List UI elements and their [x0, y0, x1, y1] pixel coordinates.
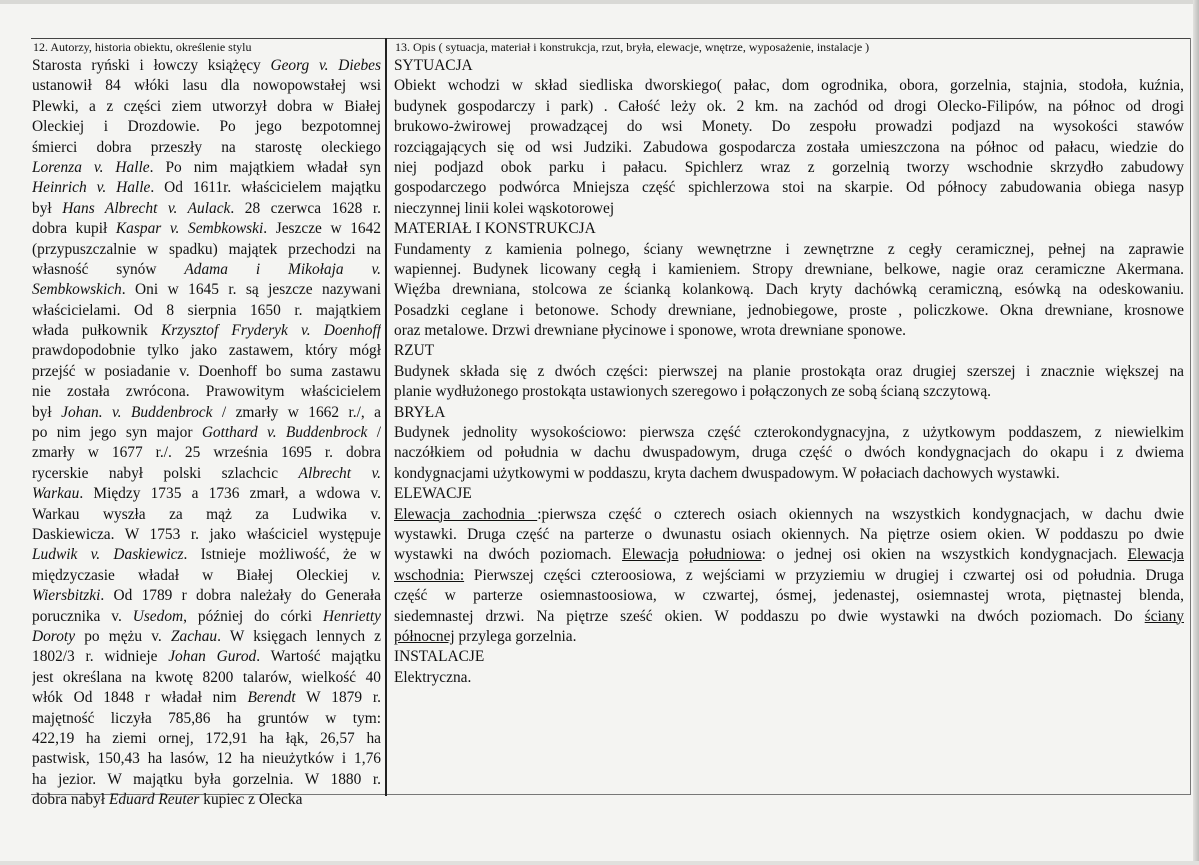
text-line	[394, 76, 1184, 96]
italic-name: Doroty	[32, 627, 76, 645]
text-line	[394, 158, 1184, 178]
text-run: (przypuszczalnie w spadku) majątek przechodzi na	[32, 240, 381, 258]
text-run: ha jezior. W majątku była gorzelnia. W 1880 r.	[32, 770, 381, 788]
text-run: oraz metalowe. Drzwi drewniane płycinowe i sponowe, wrota drewniane sponowe.	[394, 322, 906, 340]
text-line	[394, 301, 1184, 321]
text-run: . Między 1735 a 1736 zmarł, a wdowa v.	[79, 485, 381, 503]
text-run: międzyczasie władał w Białej Oleckiej	[32, 566, 372, 584]
text-run: brukowo-żwirowej prowadzącej do wsi Monety. Do zespołu prowadzi podjazd na wysokości stawów	[394, 118, 1184, 136]
text-line	[394, 117, 1184, 137]
underlined-text: Elewacja zachodnia	[394, 505, 538, 523]
underlined-text: ściany	[1144, 607, 1184, 625]
text-line	[394, 321, 1184, 341]
text-run: Plewki, a z części ziem utworzył dobra w Białej	[32, 97, 381, 115]
text-run: porucznika v.	[32, 607, 133, 625]
italic-name: Albrecht v.	[298, 464, 381, 482]
text-run: pastwisk, 150,43 ha lasów, 12 ha nieużytków i 1,76	[32, 750, 381, 768]
description-column-header: 13. Opis ( sytuacja, materiał i konstrukcja, rzut, bryła, elewacje, wnętrze, wyposażenie, instalacje )	[395, 40, 870, 54]
text-line	[32, 403, 381, 423]
underlined-text: Elewacja	[622, 546, 679, 564]
text-run: ustanowił 84 włóki lasu dla nowopowstałej wsi	[32, 77, 381, 95]
text-line	[394, 423, 1184, 443]
text-run: nieczynnej linii kolei wąskotorowej	[394, 199, 615, 217]
text-line	[394, 362, 1184, 382]
text-run: przejść w posiadanie v. Doenhoff bo suma zastawu	[32, 362, 381, 380]
text-run: . Istnieje możliwość, że w	[183, 546, 381, 564]
text-line	[394, 280, 1184, 300]
text-line	[32, 484, 381, 504]
section-heading: BRYŁA	[394, 403, 446, 421]
text-line	[32, 56, 381, 76]
section-heading: RZUT	[394, 342, 435, 360]
underlined-text: południowa	[689, 546, 762, 564]
text-run: dobra kupił	[32, 220, 116, 238]
text-line	[394, 443, 1184, 463]
text-line	[394, 668, 1184, 688]
text-run: przylega gorzelnia.	[454, 627, 577, 645]
text-line	[32, 382, 381, 402]
underlined-text: północnej	[394, 627, 455, 645]
text-run: po nim jego syn major	[32, 424, 202, 442]
text-run: . Od 1611r. właścicielem majątku	[150, 179, 381, 197]
text-line	[32, 647, 381, 667]
section-heading: MATERIAŁ I KONSTRUKCJA	[394, 220, 596, 238]
text-run: zmarły w 1677 r./. 25 września 1695 r. dobra	[32, 444, 381, 462]
text-run: naczółkiem od południa w dachu dwuspadowym, druga część o dwóch kondygnacjach do okapu i z dwiema	[394, 444, 1184, 462]
text-run: Warkau wyszła za mąż za Ludwika v.	[32, 505, 381, 523]
italic-name: v.	[371, 566, 381, 584]
text-run: był	[32, 199, 63, 217]
text-run: . Wartość majątku	[256, 648, 381, 666]
text-run: włók Od 1848 r władał nim	[32, 689, 248, 707]
text-run: był	[32, 403, 62, 421]
italic-name: Lorenza v. Halle	[32, 158, 150, 176]
history-column-header: 12. Autorzy, historia obiektu, określenie stylu	[33, 40, 252, 54]
history-column	[32, 40, 381, 810]
text-run: wapiennej. Budynek licowany cegłą i kamieniem. Stropy drewniane, belkowe, nagie oraz ceramiczne Akermana.	[394, 260, 1184, 278]
text-run: siedemnastej drzwi. Na piętrze sześć okien. W poddaszu po dwie wystawki na dwóch poziomach. Do	[394, 607, 1145, 625]
text-run: . Po nim majątkiem władał syn	[149, 158, 381, 176]
text-line	[32, 341, 381, 361]
italic-name: Berendt	[247, 689, 296, 707]
column-divider	[385, 38, 387, 796]
text-line	[394, 138, 1184, 158]
text-line	[32, 566, 381, 586]
italic-name: Ludwik v. Daskiewicz	[32, 546, 184, 564]
italic-name: Krzysztof Fryderyk v. Doenhoff	[160, 322, 381, 340]
text-run: część w parterze osiemnastoosiowa, w czwartej, ósmej, jedenastej, osiemnastej wrota, piętnastej blenda,	[394, 587, 1184, 605]
text-run: Elektryczna.	[394, 668, 472, 686]
text-line	[32, 607, 381, 627]
text-line	[394, 382, 1184, 402]
text-run: W 1879 r.	[295, 689, 381, 707]
text-run: Oleckiej i Drozdowie. Po jego bezpotomnej	[32, 118, 381, 136]
form-border-right	[1190, 38, 1191, 794]
text-run: Fundamenty z kamienia polnego, ściany wewnętrzne i zewnętrzne z cegły ceramicznej, pełnej na zaprawie	[394, 240, 1184, 258]
text-line	[32, 627, 381, 647]
text-line	[394, 545, 1184, 565]
text-line	[394, 260, 1184, 280]
italic-name: Johan. v. Buddenbrock	[61, 403, 213, 421]
text-run: dobra nabył	[32, 791, 109, 809]
text-run: . 28 czerwca 1628 r.	[230, 199, 381, 217]
text-run: niej podjazd obok parku i pałacu. Spichlerz wraz z gorzelnią tworzy wschodnie skrzydło zabudowy	[394, 158, 1184, 176]
description-text	[394, 56, 1184, 688]
text-run	[678, 546, 689, 563]
text-run: . Oni w 1645 r. są jeszcze nazywani	[121, 281, 381, 299]
text-line	[32, 199, 381, 219]
text-line	[32, 729, 381, 749]
text-run: właścicielami. Od 8 sierpnia 1650 r. majątkiem	[32, 301, 381, 319]
text-line	[32, 464, 381, 484]
text-line	[32, 749, 381, 769]
text-line	[394, 178, 1184, 198]
text-line	[32, 505, 381, 525]
italic-name: Warkau	[32, 485, 80, 503]
text-run: . Od 1789 r dobra należały do Generała	[100, 587, 381, 605]
text-line	[32, 97, 381, 117]
record-card-form	[31, 38, 1191, 809]
text-run: kupiec z Olecka	[199, 791, 303, 809]
text-line	[32, 240, 381, 260]
text-run: 422,19 ha ziemi ornej, 172,91 ha łąk, 26,57 ha	[32, 729, 381, 747]
text-run: Więźba drewniana, stolcowa ze ścianką kolankową. Dach kryty dachówką ceramiczną, esówką na odeskowaniu.	[394, 281, 1184, 299]
text-line	[32, 709, 381, 729]
text-run: : o jednej osi okien na wszystkich kondygnacjach.	[761, 546, 1128, 564]
text-run: nie została zwrócona. Prawowitym właścicielem	[32, 383, 381, 401]
history-text	[32, 56, 381, 810]
underlined-text: Elewacja	[1127, 546, 1184, 564]
text-line	[394, 240, 1184, 260]
italic-name: Gotthard v. Buddenbrock	[201, 424, 368, 442]
text-line	[32, 790, 381, 810]
text-run: jest określana na kwotę 8200 talarów, wielkość 40	[32, 668, 381, 686]
text-line	[32, 362, 381, 382]
text-run: śmierci dobra przeszły na starostę oleckiego	[32, 138, 381, 156]
text-line	[32, 321, 381, 341]
text-line	[32, 525, 381, 545]
underlined-text: wschodnia:	[394, 566, 465, 584]
text-line	[32, 301, 381, 321]
text-line	[32, 423, 381, 443]
italic-name: Heinrich v. Halle	[32, 179, 151, 197]
italic-name: Wiersbitzki	[32, 587, 101, 605]
italic-name: Usedom	[132, 607, 184, 625]
italic-name: Adama i Mikołaja v.	[184, 260, 381, 278]
text-run: wystawki na dwóch poziomach.	[394, 546, 623, 564]
section-heading: INSTALACJE	[394, 648, 485, 666]
text-line	[32, 76, 381, 96]
text-run: Daskiewicza. W 1753 r. jako właściciel występuje	[32, 525, 381, 543]
text-run: :pierwsza część o czterech osiach okiennych na wszystkich kondygnacjach, w dachu dwie	[537, 505, 1184, 523]
text-line	[32, 138, 381, 158]
italic-name: Henrietty	[322, 607, 381, 625]
text-run: . Jeszcze w 1642	[263, 220, 381, 238]
text-run: . W księgach lennych z	[217, 627, 381, 645]
text-line	[32, 178, 381, 198]
text-line	[32, 117, 381, 137]
text-line	[394, 464, 1184, 484]
text-line	[32, 770, 381, 790]
section-heading: SYTUACJA	[394, 57, 473, 74]
text-run: budynek gospodarczy i park) . Całość leży ok. 2 km. na zachód od drogi Olecko-Filipów, na północ od drogi	[394, 97, 1184, 115]
text-run: Budynek jednolity wysokościowo: pierwsza część czterokondygnacyjna, z użytkowym poddaszem, z niewielkim	[394, 424, 1184, 442]
italic-name: Georg v. Diebes	[270, 57, 381, 74]
text-run: po mężu v.	[75, 627, 171, 645]
scan-edge-bottom	[0, 861, 1199, 865]
italic-name: Johan Gurod	[168, 648, 257, 666]
text-line	[394, 566, 1184, 586]
text-line	[394, 627, 1184, 647]
text-run: Pierwszej części czteroosiowa, z wejściami w przyziemiu w drugiej i czwartej osi od południa. Druga	[464, 566, 1184, 584]
italic-name: Zachau	[170, 627, 218, 645]
text-line	[394, 199, 1184, 219]
form-border-top	[31, 38, 1191, 39]
text-run: wystawki. Druga część na parterze o dwunastu osiach okiennych. Na piętrze osiem okien. W poddaszu po dwie	[394, 525, 1184, 543]
text-run: Posadzki ceglane i betonowe. Schody drewniane, jednobiegowe, proste , policzkowe. Okna drewniane, krosnowe	[394, 301, 1184, 319]
text-run: , później do córki	[183, 607, 323, 625]
text-run: majętność liczyła 785,86 ha gruntów w tym:	[32, 709, 381, 727]
text-run: gospodarczego podwórca Mniejsza część spichlerzowa stoi na skarpie. Od północy zabudowania obiega nasyp	[394, 179, 1184, 197]
text-line	[32, 688, 381, 708]
text-run: własność synów	[32, 260, 185, 278]
text-run: prawdopodobnie tylko jako zastawem, który mógł	[32, 342, 381, 360]
text-run: rycerskie nabył polski szlachcic	[32, 464, 299, 482]
text-line	[394, 97, 1184, 117]
text-run: rozciągających się od wsi Judziki. Zabudowa gospodarcza została umieszczona na północ od pałacu, wiedzie do	[394, 138, 1184, 156]
italic-name: Kaspar v. Sembkowski	[115, 220, 264, 238]
text-run: 1802/3 r. widnieje	[32, 648, 169, 666]
text-line	[32, 260, 381, 280]
text-run: włada pułkownik	[32, 322, 161, 340]
scan-edge-top	[0, 0, 1199, 4]
text-line	[394, 607, 1184, 627]
text-run: planie wydłużonego prostokąta ustawionych szeregowo i połączonych ze sobą ścianą szczytową.	[394, 383, 992, 401]
text-run: Starosta ryński i łowczy książęcy	[32, 57, 271, 74]
text-line	[32, 158, 381, 178]
text-line	[32, 545, 381, 565]
text-run: Budynek składa się z dwóch części: pierwszej na planie prostokąta oraz drugiej szerszej i znacznie większej na	[394, 362, 1184, 380]
text-line	[394, 505, 1184, 525]
section-heading: ELEWACJE	[394, 485, 472, 503]
italic-name: Hans Albrecht v. Aulack	[62, 199, 231, 217]
text-line	[32, 668, 381, 688]
text-run: kondygnacjami użytkowymi w poddaszu, kryta dachem dwuspadowym. W połaciach dachowych wystawki.	[394, 464, 1060, 482]
text-line	[32, 219, 381, 239]
text-run: /	[367, 424, 381, 442]
italic-name: Sembkowskich	[32, 281, 122, 299]
text-line	[32, 586, 381, 606]
text-line	[394, 525, 1184, 545]
scan-edge-right	[1193, 0, 1199, 865]
text-line	[32, 443, 381, 463]
description-column	[394, 40, 1184, 688]
text-line	[394, 586, 1184, 606]
text-run: / zmarły w 1662 r./, a	[212, 403, 381, 421]
text-line	[32, 280, 381, 300]
italic-name: Eduard Reuter	[108, 791, 200, 809]
text-run: Obiekt wchodzi w skład siedliska dworskiego( pałac, dom ogrodnika, obora, gorzelnia, stajnia, stodoła, kuźnia,	[394, 77, 1184, 95]
